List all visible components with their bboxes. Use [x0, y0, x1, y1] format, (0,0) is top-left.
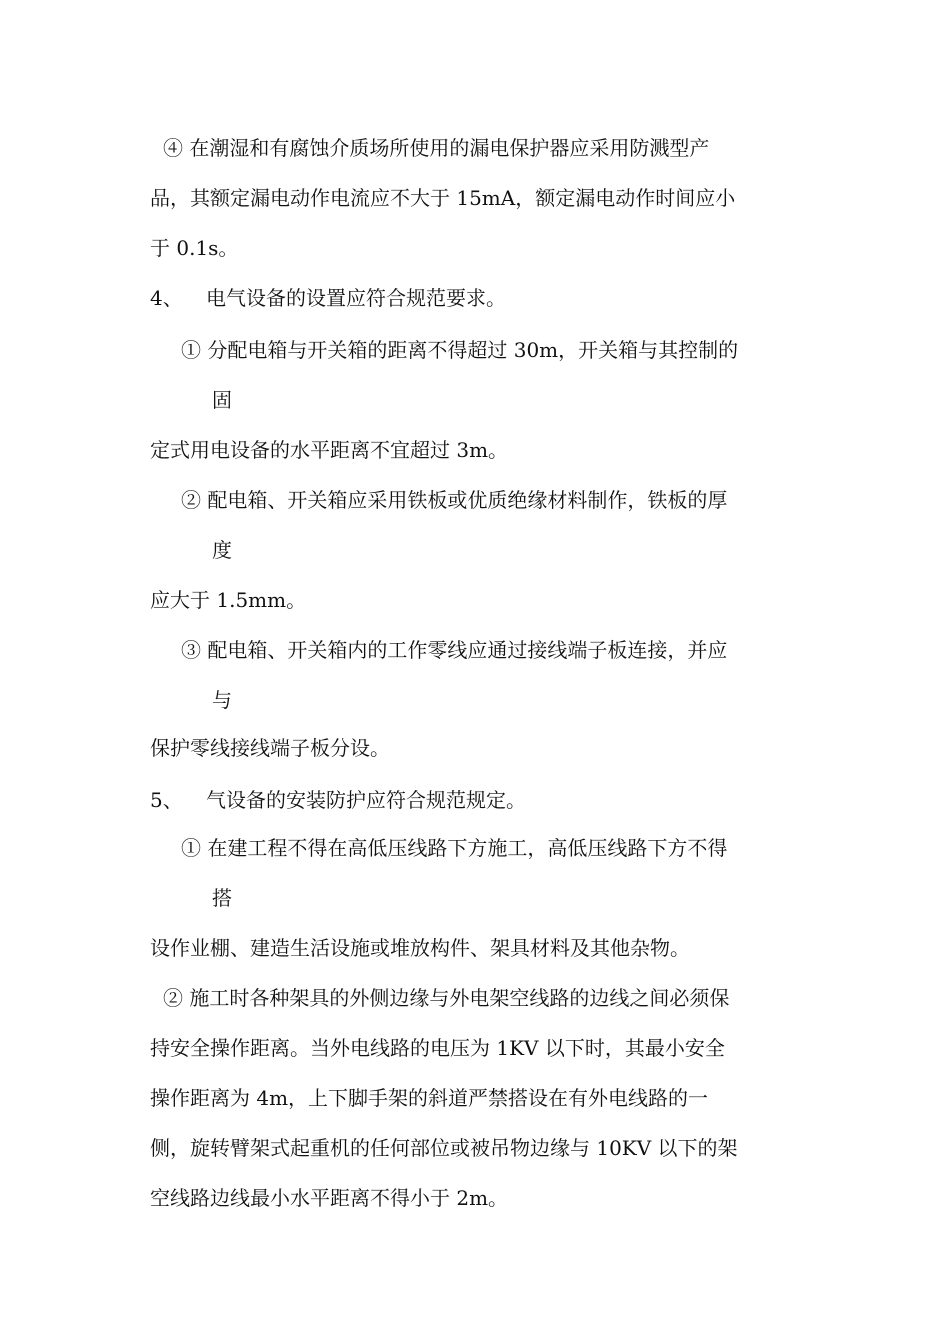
paragraph-line: 搭	[212, 886, 232, 910]
paragraph-line: 侧，旋转臂架式起重机的任何部位或被吊物边缘与 10KV 以下的架	[150, 1136, 738, 1160]
section-heading: 气设备的安装防护应符合规范规定。	[206, 788, 526, 812]
paragraph-line: ② 施工时各种架具的外侧边缘与外电架空线路的边线之间必须保	[163, 986, 730, 1010]
paragraph-line: 保护零线接线端子板分设。	[150, 736, 390, 760]
paragraph-line: 度	[212, 538, 232, 562]
paragraph-line: 品，其额定漏电动作电流应不大于 15mA，额定漏电动作时间应小	[150, 186, 736, 210]
section-number: 4、	[150, 286, 183, 310]
paragraph-line: 持安全操作距离。当外电线路的电压为 1KV 以下时，其最小安全	[150, 1036, 725, 1060]
paragraph-line: 与	[212, 688, 232, 712]
paragraph-line: ③ 配电箱、开关箱内的工作零线应通过接线端子板连接，并应	[181, 638, 728, 662]
paragraph-line: ④ 在潮湿和有腐蚀介质场所使用的漏电保护器应采用防溅型产	[163, 136, 710, 160]
paragraph-line: 操作距离为 4m，上下脚手架的斜道严禁搭设在有外电线路的一	[150, 1086, 709, 1110]
section-number: 5、	[150, 788, 183, 812]
paragraph-line: ① 分配电箱与开关箱的距离不得超过 30m，开关箱与其控制的	[181, 338, 739, 362]
paragraph-line: 于 0.1s。	[150, 236, 239, 260]
paragraph-line: 定式用电设备的水平距离不宜超过 3m。	[150, 438, 509, 462]
paragraph-line: 设作业棚、建造生活设施或堆放构件、架具材料及其他杂物。	[150, 936, 690, 960]
paragraph-line: ① 在建工程不得在高低压线路下方施工，高低压线路下方不得	[181, 836, 728, 860]
section-heading: 电气设备的设置应符合规范要求。	[206, 286, 506, 310]
paragraph-line: 空线路边线最小水平距离不得小于 2m。	[150, 1186, 509, 1210]
paragraph-line: ② 配电箱、开关箱应采用铁板或优质绝缘材料制作，铁板的厚	[181, 488, 728, 512]
paragraph-line: 固	[212, 388, 232, 412]
paragraph-line: 应大于 1.5mm。	[150, 588, 307, 612]
